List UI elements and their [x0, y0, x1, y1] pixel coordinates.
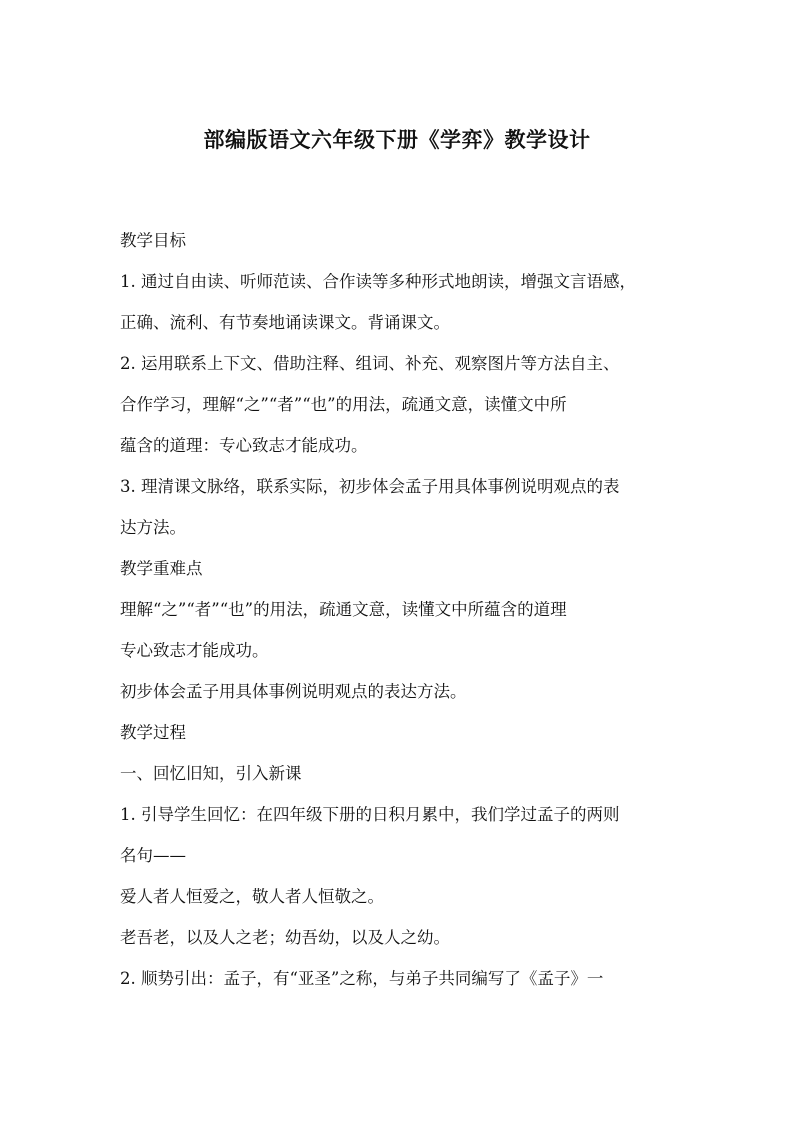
paragraph-line: 正确、流利、有节奏地诵读课文。背诵课文。 — [120, 313, 450, 332]
paragraph-line: 初步体会孟子用具体事例说明观点的表达方法。 — [120, 682, 467, 701]
paragraph-line: 蕴含的道理：专心致志才能成功。 — [120, 436, 368, 455]
document-title: 部编版语文六年级下册《学弈》教学设计 — [203, 128, 591, 152]
paragraph-line: 2. 运用联系上下文、借助注释、组词、补充、观察图片等方法自主、 — [120, 354, 620, 373]
section-heading-objectives: 教学目标 — [120, 231, 186, 250]
paragraph-line: 达方法。 — [120, 518, 186, 537]
paragraph-line: 合作学习，理解“之”“者”“也”的用法，疏通文意，读懂文中所 — [120, 395, 567, 414]
paragraph-line: 2. 顺势引出：孟子，有“亚圣”之称，与弟子共同编写了《孟子》一 — [120, 969, 604, 988]
section-heading-key-points: 教学重难点 — [120, 559, 203, 578]
paragraph-line: 3. 理清课文脉络，联系实际，初步体会孟子用具体事例说明观点的表 — [120, 477, 620, 496]
subsection-heading: 一、回忆旧知，引入新课 — [120, 764, 302, 783]
paragraph-line: 1. 引导学生回忆：在四年级下册的日积月累中，我们学过孟子的两则 — [120, 805, 620, 824]
quote-line: 老吾老，以及人之老；幼吾幼，以及人之幼。 — [120, 928, 450, 947]
paragraph-line: 专心致志才能成功。 — [120, 641, 269, 660]
paragraph-line: 理解“之”“者”“也”的用法，疏通文意，读懂文中所蕴含的道理 — [120, 600, 567, 619]
paragraph-line: 名句—— — [120, 846, 186, 865]
document-body — [120, 220, 685, 999]
quote-line: 爱人者人恒爱之，敬人者人恒敬之。 — [120, 887, 384, 906]
paragraph-line: 1. 通过自由读、听师范读、合作读等多种形式地朗读，增强文言语感， — [120, 272, 636, 291]
section-heading-process: 教学过程 — [120, 723, 186, 742]
